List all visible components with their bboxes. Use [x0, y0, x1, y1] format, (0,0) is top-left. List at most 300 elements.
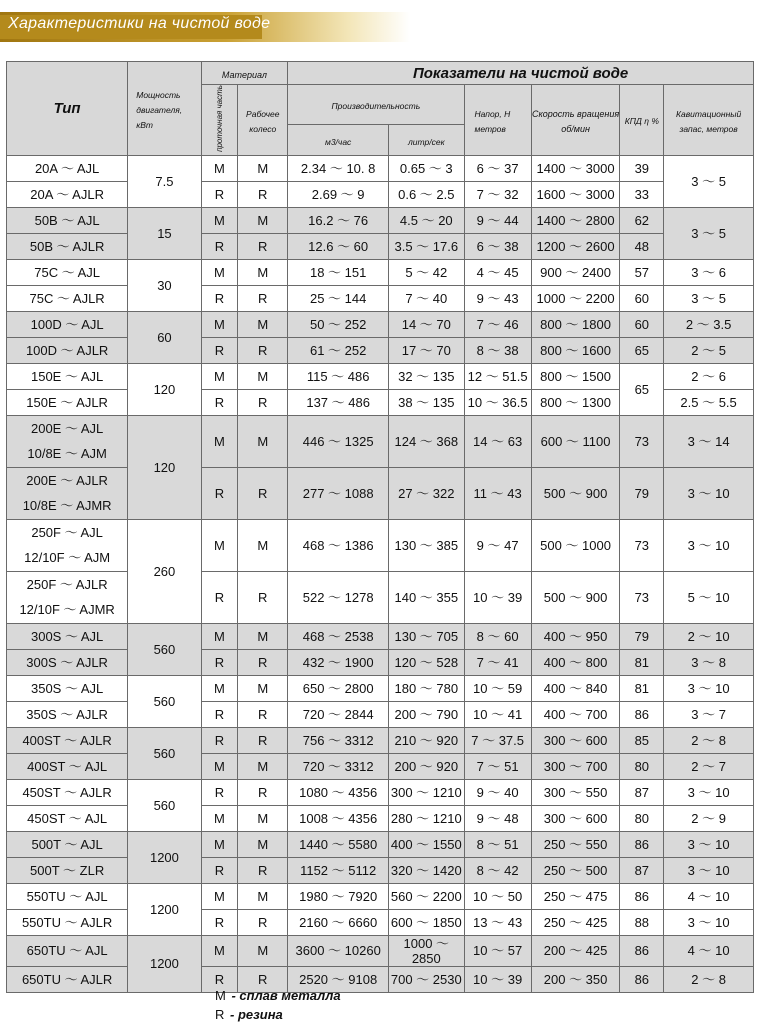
type-cell: 550TU ～ AJL [7, 883, 128, 909]
type-line: 12/10F ～ AJMR [19, 602, 115, 618]
npsh-cell: 3 ～ 7 [664, 701, 754, 727]
npsh-cell: 2 ～ 10 [664, 623, 754, 649]
speed-cell: 400 ～ 800 [531, 649, 620, 675]
type-line: 10/8E ～ AJM [27, 446, 107, 462]
impeller-material-cell: M [238, 831, 288, 857]
table-row [7, 779, 754, 805]
capacity-ls-cell: 4.5 ～ 20 [389, 207, 464, 233]
npsh-cell: 2 ～ 3.5 [664, 311, 754, 337]
flow-material-cell: R [201, 337, 238, 363]
npsh-cell: 3 ～ 10 [664, 519, 754, 571]
speed-cell: 600 ～ 1100 [531, 415, 620, 467]
flow-material-cell: M [201, 805, 238, 831]
type-cell: 650TU ～ AJLR [7, 966, 128, 992]
impeller-material-cell: R [238, 467, 288, 519]
head-cell: 7 ～ 32 [464, 181, 531, 207]
impeller-material-cell: M [238, 519, 288, 571]
impeller-material-cell: M [238, 155, 288, 181]
npsh-cell: 3 ～ 10 [664, 857, 754, 883]
npsh-cell: 2 ～ 6 [664, 363, 754, 389]
npsh-cell: 3 ～ 10 [664, 909, 754, 935]
kpd-cell: 86 [620, 701, 664, 727]
type-cell: 550TU ～ AJLR [7, 909, 128, 935]
capacity-m3-cell: 2.69 ～ 9 [288, 181, 389, 207]
capacity-ls-cell: 0.65 ～ 3 [389, 155, 464, 181]
impeller-material-cell: M [238, 363, 288, 389]
capacity-ls-cell: 180 ～ 780 [389, 675, 464, 701]
npsh-cell: 2.5 ～ 5.5 [664, 389, 754, 415]
impeller-material-cell: M [238, 935, 288, 966]
head-cell: 7 ～ 41 [464, 649, 531, 675]
capacity-m3-cell: 277 ～ 1088 [288, 467, 389, 519]
impeller-material-cell: M [238, 259, 288, 285]
capacity-m3-cell: 522 ～ 1278 [288, 571, 389, 623]
npsh-cell: 3 ～ 10 [664, 831, 754, 857]
capacity-ls-cell: 7 ～ 40 [389, 285, 464, 311]
speed-cell: 400 ～ 840 [531, 675, 620, 701]
kpd-cell: 65 [620, 363, 664, 415]
kpd-cell: 39 [620, 155, 664, 181]
npsh-cell: 5 ～ 10 [664, 571, 754, 623]
flow-material-cell: M [201, 155, 238, 181]
table-row [7, 233, 754, 259]
speed-cell: 800 ～ 1800 [531, 311, 620, 337]
flow-material-cell: R [201, 857, 238, 883]
impeller-material-cell: R [238, 779, 288, 805]
table-row [7, 155, 754, 181]
npsh-cell: 3 ～ 5 [664, 285, 754, 311]
power-cell: 560 [128, 779, 201, 831]
table-row [7, 966, 754, 992]
speed-cell: 500 ～ 1000 [531, 519, 620, 571]
table-row [7, 831, 754, 857]
flow-material-cell: M [201, 519, 238, 571]
type-cell: 400ST ～ AJL [7, 753, 128, 779]
flow-material-cell: R [201, 467, 238, 519]
table-row [7, 935, 754, 966]
flow-material-cell: M [201, 415, 238, 467]
type-cell: 50B ～ AJLR [7, 233, 128, 259]
capacity-m3-cell: 18 ～ 151 [288, 259, 389, 285]
flow-material-cell: R [201, 701, 238, 727]
table-row [7, 285, 754, 311]
header-impeller: Рабочее колесо [238, 85, 288, 156]
impeller-material-cell: M [238, 675, 288, 701]
kpd-cell: 80 [620, 805, 664, 831]
speed-cell: 200 ～ 350 [531, 966, 620, 992]
npsh-cell: 3 ～ 10 [664, 467, 754, 519]
table-row [7, 675, 754, 701]
capacity-m3-cell: 2160 ～ 6660 [288, 909, 389, 935]
capacity-m3-cell: 1008 ～ 4356 [288, 805, 389, 831]
type-cell [7, 571, 128, 623]
flow-material-cell: M [201, 259, 238, 285]
type-cell: 75C ～ AJL [7, 259, 128, 285]
power-cell: 7.5 [128, 155, 201, 207]
type-cell: 450ST ～ AJLR [7, 779, 128, 805]
table-row [7, 727, 754, 753]
impeller-material-cell: R [238, 701, 288, 727]
kpd-cell: 79 [620, 623, 664, 649]
head-cell: 10 ～ 36.5 [464, 389, 531, 415]
flow-material-cell: R [201, 909, 238, 935]
npsh-cell: 3 ～ 8 [664, 649, 754, 675]
speed-cell: 500 ～ 900 [531, 571, 620, 623]
impeller-material-cell: M [238, 623, 288, 649]
flow-material-cell: R [201, 285, 238, 311]
type-line: 250F ～ AJL [31, 525, 103, 541]
kpd-cell: 48 [620, 233, 664, 259]
speed-cell: 300 ～ 700 [531, 753, 620, 779]
head-cell: 6 ～ 38 [464, 233, 531, 259]
speed-cell: 250 ～ 425 [531, 909, 620, 935]
impeller-material-cell: R [238, 966, 288, 992]
kpd-cell: 80 [620, 753, 664, 779]
header-head: Напор, Н метров [464, 85, 531, 156]
speed-cell: 800 ～ 1600 [531, 337, 620, 363]
speed-cell: 1400 ～ 3000 [531, 155, 620, 181]
capacity-ls-cell: 124 ～ 368 [389, 415, 464, 467]
impeller-material-cell: R [238, 181, 288, 207]
capacity-m3-cell: 137 ～ 486 [288, 389, 389, 415]
impeller-material-cell: M [238, 415, 288, 467]
head-cell: 9 ～ 47 [464, 519, 531, 571]
speed-cell: 300 ～ 600 [531, 727, 620, 753]
header-capacity-ls: литр/сек [389, 125, 464, 156]
type-cell: 100D ～ AJL [7, 311, 128, 337]
capacity-m3-cell: 756 ～ 3312 [288, 727, 389, 753]
header-npsh: Кавитационный запас, метров [664, 85, 754, 156]
npsh-cell: 2 ～ 8 [664, 727, 754, 753]
kpd-cell: 65 [620, 337, 664, 363]
head-cell: 8 ～ 51 [464, 831, 531, 857]
header-capacity: Производительность [288, 85, 464, 125]
capacity-ls-cell: 17 ～ 70 [389, 337, 464, 363]
capacity-ls-cell: 600 ～ 1850 [389, 909, 464, 935]
header-type: Тип [7, 62, 128, 156]
kpd-cell: 73 [620, 571, 664, 623]
legend-metal [215, 988, 341, 1003]
kpd-cell: 62 [620, 207, 664, 233]
head-cell: 7 ～ 46 [464, 311, 531, 337]
table-row [7, 363, 754, 389]
capacity-m3-cell: 16.2 ～ 76 [288, 207, 389, 233]
flow-material-cell: M [201, 831, 238, 857]
head-cell: 4 ～ 45 [464, 259, 531, 285]
kpd-cell: 86 [620, 883, 664, 909]
kpd-cell: 86 [620, 966, 664, 992]
table-row [7, 649, 754, 675]
capacity-ls-cell: 120 ～ 528 [389, 649, 464, 675]
table-row [7, 519, 754, 571]
type-cell: 450ST ～ AJL [7, 805, 128, 831]
power-cell: 120 [128, 363, 201, 415]
kpd-cell: 73 [620, 415, 664, 467]
capacity-m3-cell: 432 ～ 1900 [288, 649, 389, 675]
kpd-cell: 86 [620, 935, 664, 966]
capacity-m3-cell: 25 ～ 144 [288, 285, 389, 311]
header-material: Материал [201, 62, 288, 85]
header-flow-part: проточная часть [201, 85, 238, 156]
head-cell: 10 ～ 39 [464, 966, 531, 992]
flow-material-cell: R [201, 779, 238, 805]
flow-material-cell: R [201, 966, 238, 992]
kpd-cell: 60 [620, 285, 664, 311]
impeller-material-cell: M [238, 805, 288, 831]
power-cell: 260 [128, 519, 201, 623]
head-cell: 10 ～ 59 [464, 675, 531, 701]
type-cell: 300S ～ AJL [7, 623, 128, 649]
head-cell: 12 ～ 51.5 [464, 363, 531, 389]
head-cell: 8 ～ 60 [464, 623, 531, 649]
power-cell: 1200 [128, 883, 201, 935]
capacity-m3-cell: 1440 ～ 5580 [288, 831, 389, 857]
kpd-cell: 79 [620, 467, 664, 519]
type-cell: 350S ～ AJLR [7, 701, 128, 727]
type-cell: 150E ～ AJLR [7, 389, 128, 415]
speed-cell: 250 ～ 550 [531, 831, 620, 857]
capacity-m3-cell: 12.6 ～ 60 [288, 233, 389, 259]
flow-material-cell: M [201, 363, 238, 389]
speed-cell: 800 ～ 1500 [531, 363, 620, 389]
table-row [7, 337, 754, 363]
title-banner [0, 12, 410, 42]
power-cell: 1200 [128, 935, 201, 992]
kpd-cell: 87 [620, 857, 664, 883]
table-row [7, 415, 754, 467]
npsh-cell: 2 ～ 5 [664, 337, 754, 363]
capacity-m3-cell: 1980 ～ 7920 [288, 883, 389, 909]
type-cell: 150E ～ AJL [7, 363, 128, 389]
power-cell: 15 [128, 207, 201, 259]
flow-material-cell: R [201, 649, 238, 675]
capacity-m3-cell: 1080 ～ 4356 [288, 779, 389, 805]
type-cell: 500T ～ AJL [7, 831, 128, 857]
npsh-cell: 4 ～ 10 [664, 935, 754, 966]
capacity-ls-cell: 130 ～ 705 [389, 623, 464, 649]
capacity-m3-cell: 468 ～ 2538 [288, 623, 389, 649]
table-body [7, 155, 754, 992]
npsh-cell: 2 ～ 8 [664, 966, 754, 992]
capacity-m3-cell: 115 ～ 486 [288, 363, 389, 389]
legend-text: - сплав металла [231, 988, 341, 1003]
type-line: 12/10F ～ AJM [24, 550, 111, 566]
speed-cell: 300 ～ 550 [531, 779, 620, 805]
characteristics-table [6, 61, 754, 993]
type-cell: 50B ～ AJL [7, 207, 128, 233]
flow-material-cell: R [201, 727, 238, 753]
capacity-ls-cell: 130 ～ 385 [389, 519, 464, 571]
speed-cell: 250 ～ 500 [531, 857, 620, 883]
impeller-material-cell: R [238, 649, 288, 675]
speed-cell: 1600 ～ 3000 [531, 181, 620, 207]
kpd-cell: 88 [620, 909, 664, 935]
head-cell: 13 ～ 43 [464, 909, 531, 935]
speed-cell: 1000 ～ 2200 [531, 285, 620, 311]
speed-cell: 1400 ～ 2800 [531, 207, 620, 233]
type-line: 200E ～ AJLR [26, 473, 108, 489]
type-cell: 75C ～ AJLR [7, 285, 128, 311]
capacity-ls-cell: 0.6 ～ 2.5 [389, 181, 464, 207]
type-cell [7, 467, 128, 519]
type-cell: 20A ～ AJLR [7, 181, 128, 207]
speed-cell: 400 ～ 950 [531, 623, 620, 649]
kpd-cell: 57 [620, 259, 664, 285]
capacity-m3-cell: 3600 ～ 10260 [288, 935, 389, 966]
legend-text: - резина [230, 1007, 283, 1022]
capacity-ls-cell: 200 ～ 790 [389, 701, 464, 727]
head-cell: 9 ～ 43 [464, 285, 531, 311]
table-row [7, 571, 754, 623]
head-cell: 10 ～ 57 [464, 935, 531, 966]
impeller-material-cell: R [238, 285, 288, 311]
head-cell: 10 ～ 41 [464, 701, 531, 727]
power-cell: 60 [128, 311, 201, 363]
table-row [7, 805, 754, 831]
impeller-material-cell: R [238, 727, 288, 753]
kpd-cell: 33 [620, 181, 664, 207]
page-title: Характеристики на чистой воде [8, 15, 271, 32]
speed-cell: 900 ～ 2400 [531, 259, 620, 285]
speed-cell: 400 ～ 700 [531, 701, 620, 727]
capacity-ls-cell: 280 ～ 1210 [389, 805, 464, 831]
speed-cell: 200 ～ 425 [531, 935, 620, 966]
head-cell: 8 ～ 42 [464, 857, 531, 883]
flow-material-cell: M [201, 311, 238, 337]
speed-cell: 500 ～ 900 [531, 467, 620, 519]
impeller-material-cell: R [238, 571, 288, 623]
flow-material-cell: M [201, 207, 238, 233]
capacity-m3-cell: 2.34 ～ 10. 8 [288, 155, 389, 181]
flow-material-cell: R [201, 233, 238, 259]
impeller-material-cell: R [238, 337, 288, 363]
npsh-cell: 3 ～ 14 [664, 415, 754, 467]
kpd-cell: 73 [620, 519, 664, 571]
capacity-ls-cell: 38 ～ 135 [389, 389, 464, 415]
head-cell: 9 ～ 40 [464, 779, 531, 805]
npsh-cell: 2 ～ 7 [664, 753, 754, 779]
impeller-material-cell: R [238, 389, 288, 415]
head-cell: 11 ～ 43 [464, 467, 531, 519]
type-cell: 350S ～ AJL [7, 675, 128, 701]
npsh-cell: 3 ～ 10 [664, 779, 754, 805]
type-cell: 650TU ～ AJL [7, 935, 128, 966]
legend-rubber [215, 1007, 283, 1022]
kpd-cell: 81 [620, 649, 664, 675]
flow-material-cell: M [201, 675, 238, 701]
table-row [7, 207, 754, 233]
capacity-m3-cell: 50 ～ 252 [288, 311, 389, 337]
capacity-ls-cell: 200 ～ 920 [389, 753, 464, 779]
table-row [7, 857, 754, 883]
table-row [7, 883, 754, 909]
table-row [7, 753, 754, 779]
type-line: 10/8E ～ AJMR [22, 498, 112, 514]
head-cell: 7 ～ 51 [464, 753, 531, 779]
capacity-m3-cell: 720 ～ 2844 [288, 701, 389, 727]
capacity-ls-cell: 27 ～ 322 [389, 467, 464, 519]
npsh-cell: 3 ～ 5 [664, 155, 754, 207]
capacity-ls-cell: 5 ～ 42 [389, 259, 464, 285]
capacity-ls-cell: 400 ～ 1550 [389, 831, 464, 857]
capacity-m3-cell: 2520 ～ 9108 [288, 966, 389, 992]
impeller-material-cell: R [238, 857, 288, 883]
type-cell: 500T ～ ZLR [7, 857, 128, 883]
header-kpd: КПД η % [620, 85, 664, 156]
speed-cell: 1200 ～ 2600 [531, 233, 620, 259]
table-row [7, 311, 754, 337]
kpd-cell: 85 [620, 727, 664, 753]
npsh-cell: 3 ～ 6 [664, 259, 754, 285]
capacity-ls-cell: 320 ～ 1420 [389, 857, 464, 883]
npsh-cell: 3 ～ 10 [664, 675, 754, 701]
capacity-ls-cell: 700 ～ 2530 [389, 966, 464, 992]
head-cell: 10 ～ 50 [464, 883, 531, 909]
legend-key: R [215, 1007, 225, 1022]
speed-cell: 800 ～ 1300 [531, 389, 620, 415]
impeller-material-cell: M [238, 207, 288, 233]
header-power: Мощность двигателя, кВт [128, 62, 201, 156]
flow-material-cell: M [201, 753, 238, 779]
capacity-m3-cell: 468 ～ 1386 [288, 519, 389, 571]
header-speed: Скорость вращения об/мин [531, 85, 620, 156]
type-cell: 400ST ～ AJLR [7, 727, 128, 753]
flow-material-cell: R [201, 181, 238, 207]
type-cell [7, 415, 128, 467]
impeller-material-cell: M [238, 311, 288, 337]
impeller-material-cell: M [238, 753, 288, 779]
capacity-ls-cell: 1000 ～ 2850 [389, 935, 464, 966]
capacity-ls-cell: 14 ～ 70 [389, 311, 464, 337]
power-cell: 120 [128, 415, 201, 519]
type-line: 200E ～ AJL [30, 421, 104, 437]
table-row [7, 181, 754, 207]
head-cell: 10 ～ 39 [464, 571, 531, 623]
table-row [7, 259, 754, 285]
capacity-ls-cell: 140 ～ 355 [389, 571, 464, 623]
type-cell: 20A ～ AJL [7, 155, 128, 181]
kpd-cell: 86 [620, 831, 664, 857]
header-capacity-m3: м3/час [288, 125, 389, 156]
head-cell: 9 ～ 48 [464, 805, 531, 831]
npsh-cell: 4 ～ 10 [664, 883, 754, 909]
impeller-material-cell: R [238, 909, 288, 935]
type-cell [7, 519, 128, 571]
capacity-m3-cell: 1152 ～ 5112 [288, 857, 389, 883]
kpd-cell: 87 [620, 779, 664, 805]
speed-cell: 300 ～ 600 [531, 805, 620, 831]
npsh-cell: 2 ～ 9 [664, 805, 754, 831]
impeller-material-cell: M [238, 883, 288, 909]
flow-material-cell: R [201, 571, 238, 623]
capacity-ls-cell: 560 ～ 2200 [389, 883, 464, 909]
head-cell: 7 ～ 37.5 [464, 727, 531, 753]
head-cell: 8 ～ 38 [464, 337, 531, 363]
table-row [7, 623, 754, 649]
table-row [7, 467, 754, 519]
flow-material-cell: M [201, 883, 238, 909]
head-cell: 6 ～ 37 [464, 155, 531, 181]
capacity-m3-cell: 720 ～ 3312 [288, 753, 389, 779]
capacity-m3-cell: 61 ～ 252 [288, 337, 389, 363]
flow-material-cell: M [201, 935, 238, 966]
head-cell: 14 ～ 63 [464, 415, 531, 467]
power-cell: 560 [128, 623, 201, 675]
type-cell: 300S ～ AJLR [7, 649, 128, 675]
capacity-ls-cell: 300 ～ 1210 [389, 779, 464, 805]
header-indicators: Показатели на чистой воде [288, 62, 754, 85]
capacity-ls-cell: 3.5 ～ 17.6 [389, 233, 464, 259]
